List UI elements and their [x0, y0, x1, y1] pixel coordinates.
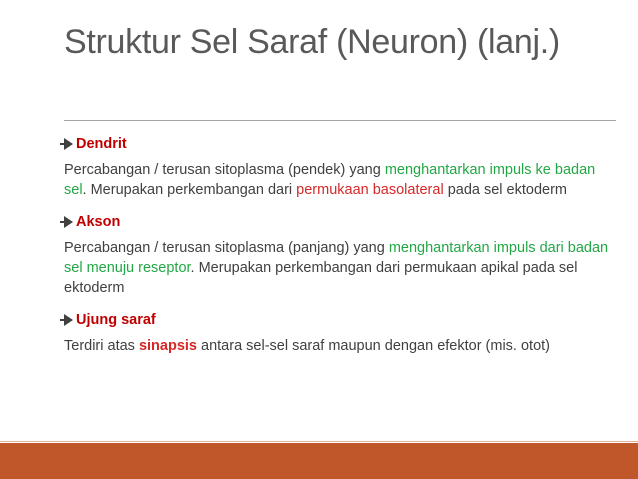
heading-label: Ujung saraf [76, 312, 156, 328]
highlight-green-text: menghantarkan impuls ke badan sel [64, 162, 596, 198]
text-run: Percabangan / terusan sitoplasma (pendek) yang [64, 162, 385, 178]
heading-label: Dendrit [76, 136, 127, 152]
highlight-green-text: menghantarkan impuls dari badan sel menuju reseptor [64, 240, 609, 276]
arrow-bullet-icon [64, 216, 73, 228]
text-run: antara sel-sel saraf maupun dengan efektor (mis. otot) [196, 338, 550, 354]
text-run: Terdiri atas [64, 338, 139, 354]
text-run: Percabangan / terusan sitoplasma (panjang) yang [64, 240, 389, 256]
ujung-saraf-description [64, 336, 616, 356]
akson-description [64, 238, 616, 298]
text-run: . Merupakan perkembangan dari [82, 182, 297, 198]
title-divider [64, 120, 616, 121]
footer-bar [0, 443, 638, 479]
text-run: . Merupakan perkembangan dari permukaan apikal pada sel ektoderm [64, 260, 578, 296]
footer-divider [0, 441, 638, 442]
highlight-red-text: permukaan basolateral [296, 182, 444, 198]
slide-content [64, 128, 616, 368]
dendrit-description [64, 160, 616, 200]
bullet-heading-akson [64, 212, 616, 232]
text-run: pada sel ektoderm [443, 182, 567, 198]
slide-title: Struktur Sel Saraf (Neuron) (lanj.) [64, 23, 560, 61]
arrow-bullet-icon [64, 314, 73, 326]
highlight-bold-red-text: sinapsis [138, 338, 197, 354]
heading-label: Akson [76, 214, 121, 230]
bullet-heading-ujung-saraf [64, 310, 616, 330]
arrow-bullet-icon [64, 138, 73, 150]
bullet-heading-dendrit [64, 134, 616, 154]
